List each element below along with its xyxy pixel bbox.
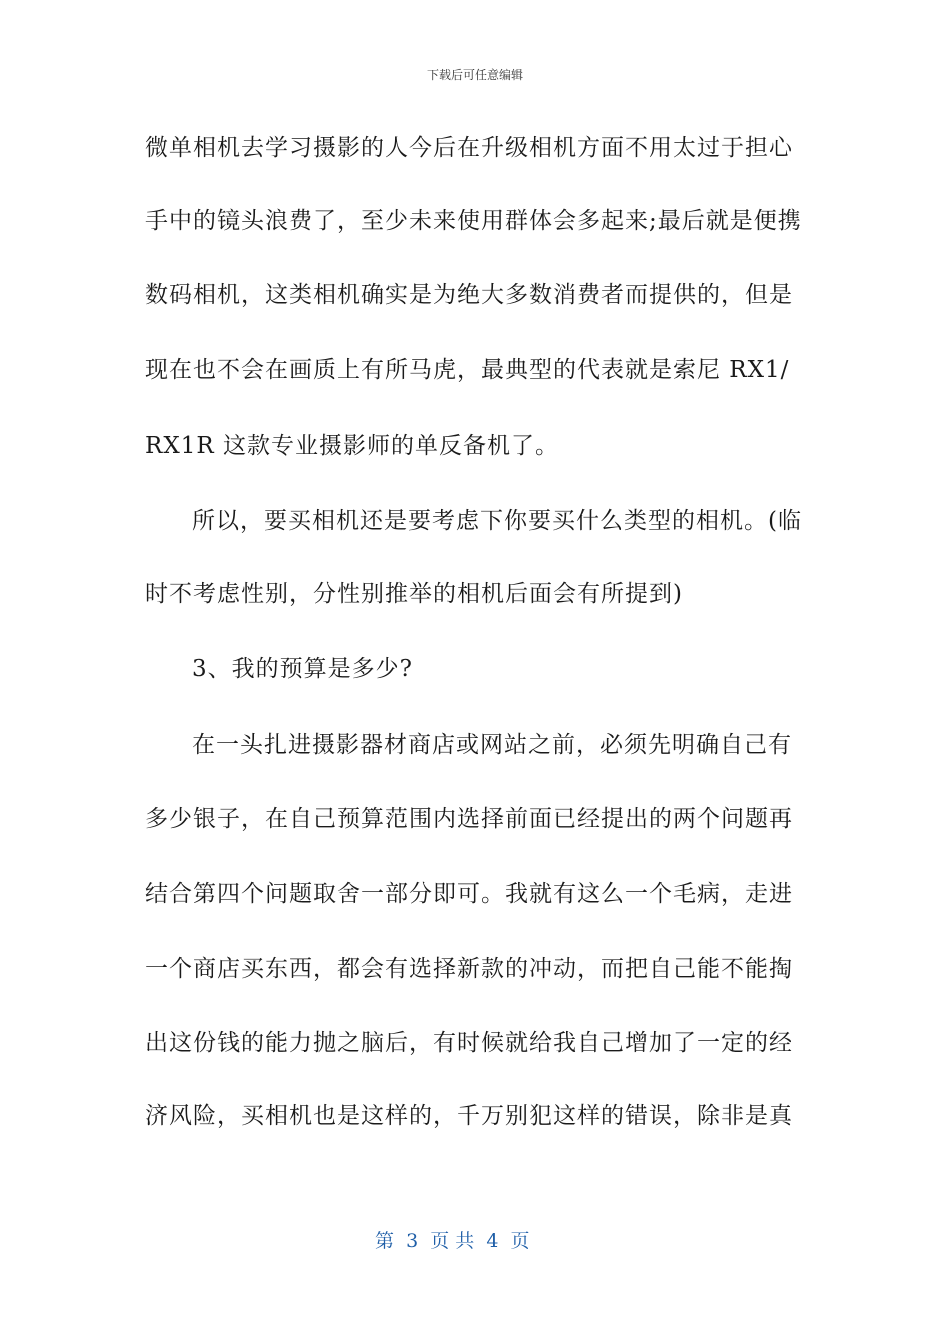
body-text-line: 多少银子，在自己预算范围内选择前面已经提出的两个问题再 — [145, 806, 793, 832]
body-text-line: 济风险，买相机也是这样的，千万别犯这样的错误，除非是真 — [145, 1103, 793, 1129]
body-text-line: 数码相机，这类相机确实是为绝大多数消费者而提供的，但是 — [145, 282, 793, 308]
body-text-line: 结合第四个问题取舍一部分即可。我就有这么一个毛病，走进 — [145, 881, 793, 907]
body-text-line: 微单相机去学习摄影的人今后在升级相机方面不用太过于担心 — [145, 135, 793, 161]
body-text-line: RX1R 这款专业摄影师的单反备机了。 — [145, 433, 559, 459]
page-number-footer: 第 3 页 共 4 页 — [375, 1230, 530, 1252]
body-text-line: 出这份钱的能力抛之脑后，有时候就给我自己增加了一定的经 — [145, 1030, 793, 1056]
body-text-line: 现在也不会在画质上有所马虎，最典型的代表就是索尼 RX1/ — [145, 357, 790, 383]
page-header-note: 下载后可任意编辑 — [426, 68, 523, 82]
body-text-line: 一个商店买东西，都会有选择新款的冲动，而把自己能不能掏 — [145, 956, 793, 982]
body-text-line: 时不考虑性别，分性别推举的相机后面会有所提到) — [145, 581, 683, 607]
paragraph-first-line: 在一头扎进摄影器材商店或网站之前，必须先明确自己有 — [192, 732, 792, 758]
body-text-line: 手中的镜头浪费了，至少未来使用群体会多起来;最后就是便携 — [145, 208, 802, 234]
section-heading: 3、我的预算是多少? — [192, 656, 413, 682]
paragraph-first-line: 所以，要买相机还是要考虑下你要买什么类型的相机。(临 — [192, 508, 802, 534]
